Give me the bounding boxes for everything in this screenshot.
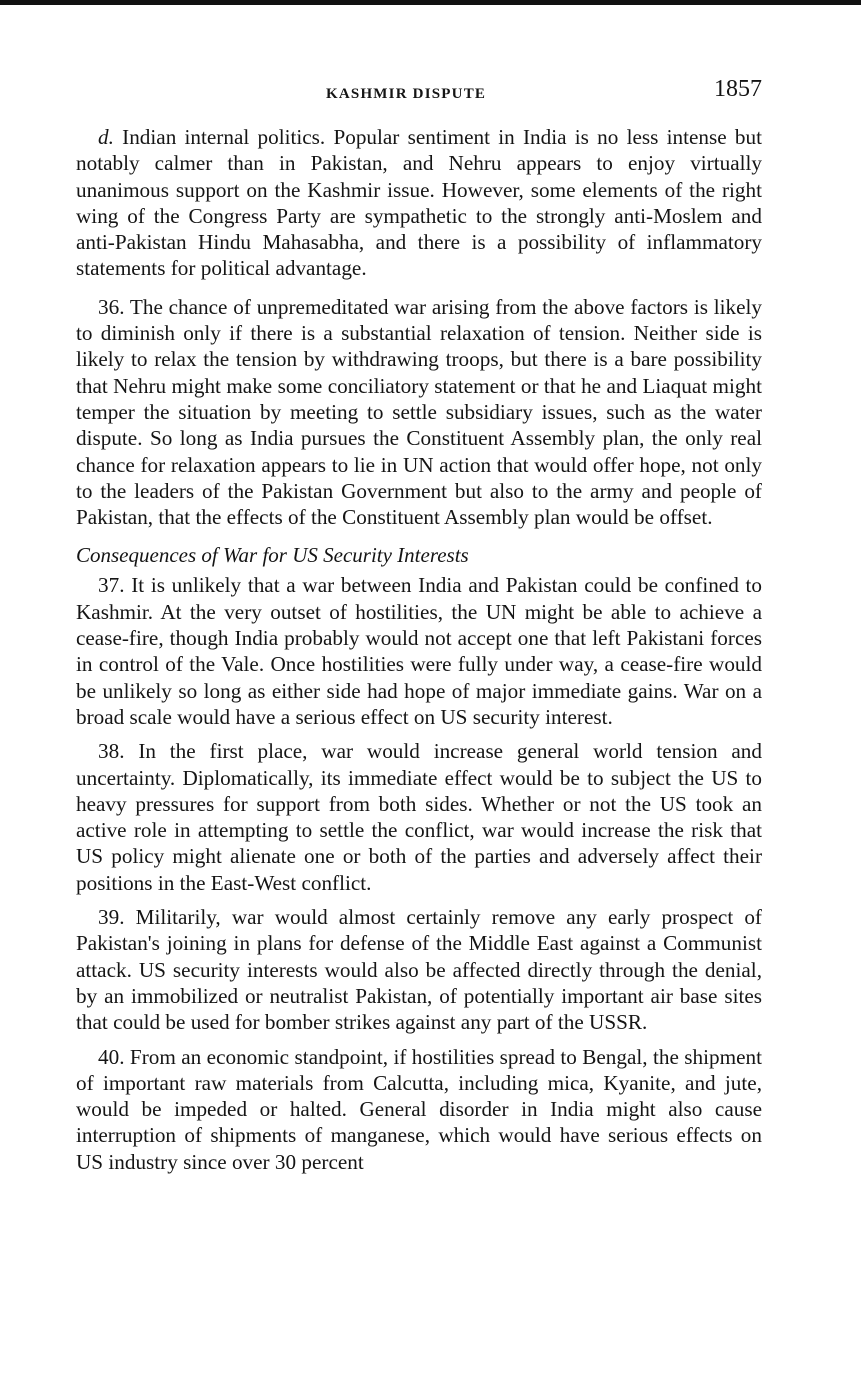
paragraph-36: 36. The chance of unpremeditated war arising from the above factors is likely to diminish only if there is a substantial relaxation of tension. Neither side is likely to relax the tension by withdrawing troops, but there is a bare possibility that Nehru might make some conciliatory statement or that he and Liaquat might temper the situation by meeting to settle subsidiary issues, such as the water dispute. So long as India pursues the Constituent Assembly plan, the only real chance for relaxation appears to lie in UN action that would offer hope, not only to the leaders of the Pakistan Government but also to the army and people of Pakistan, that the effects of the Constituent Assembly plan would be offset. [76,294,762,530]
subsection-marker: d. [98,125,114,149]
page-number: 1857 [714,76,762,102]
top-border-rule [0,0,861,5]
paragraph-39: 39. Militarily, war would almost certainly remove any early prospect of Pakistan's joining in plans for defense of the Middle East against a Communist attack. US security interests would also be affected directly through the denial, by an immobilized or neutralist Pakistan, of potentially important air base sites that could be used for bomber strikes against any part of the USSR. [76,905,762,1035]
paragraph-d [76,124,762,282]
section-heading: Consequences of War for US Security Interests [76,543,469,568]
page-header [76,76,762,110]
paragraph-40: 40. From an economic standpoint, if hostilities spread to Bengal, the shipment of important raw materials from Calcutta, including mica, Kyanite, and jute, would be impeded or halted. General disorder in India might also cause interruption of shipments of manganese, which would have serious effects on US industry since over 30 percent [76,1044,762,1174]
running-head: KASHMIR DISPUTE [326,86,487,102]
paragraph-d-text: Indian internal politics. Popular sentiment in India is no less intense but notably calmer than in Pakistan, and Nehru appears to enjoy virtually unanimous support on the Kashmir issue. However, some elements of the right wing of the Congress Party are sympathetic to the strongly anti-Moslem and anti-Pakistan Hindu Mahasabha, and there is a possibility of inflammatory statements for political advantage. [76,125,763,281]
page-body [76,124,762,1183]
paragraph-38: 38. In the first place, war would increase general world tension and uncertainty. Diplomatically, its immediate effect would be to subject the US to heavy pressures for support from both sides. Whether or not the US took an active role in attempting to settle the conflict, war would increase the risk that US policy might alienate one or both of the parties and adversely affect their positions in the East-West conflict. [76,739,762,895]
paragraph-37: 37. It is unlikely that a war between India and Pakistan could be confined to Kashmir. At the very outset of hostilities, the UN might be able to achieve a cease-fire, though India probably would not accept one that left Pakistani forces in control of the Vale. Once hostilities were fully under way, a cease-fire would be unlikely so long as either side had hope of major immediate gains. War on a broad scale would have a serious effect on US security interest. [76,573,762,729]
